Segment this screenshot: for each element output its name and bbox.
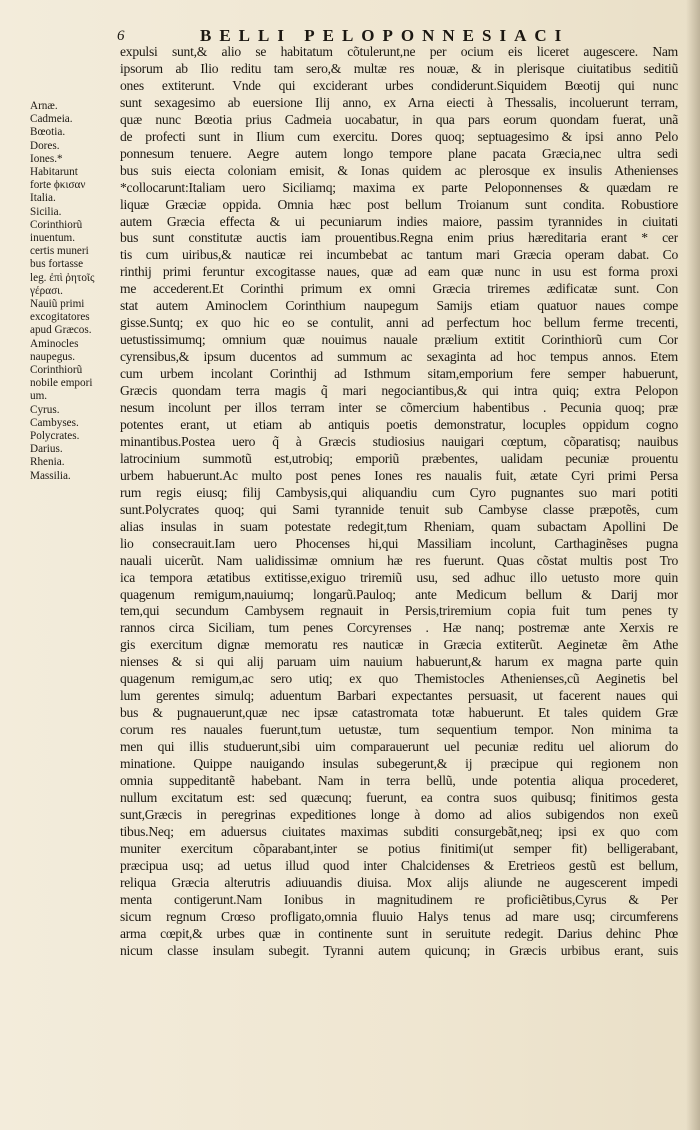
- text-line: de profecti sunt in Ilium cum exercitu. Dores quoq; septuagesimo & ipsi anno Pelo: [120, 128, 678, 144]
- text-line: gis exercitum dignæ memoratu res nauticæ in Græcia extiterũt. Aeginetæ ẽm Athe: [120, 637, 678, 653]
- margin-note: inuentum.: [30, 232, 76, 245]
- margin-note: Corinthiorũ: [30, 218, 83, 231]
- margin-note: Cambyses.: [30, 416, 79, 429]
- margin-note: um.: [30, 390, 48, 403]
- text-line: ponnesum tenuere. Aegre autem longo tempore plane pacata Græcia,nec ultra sedi: [120, 145, 678, 161]
- text-line: rannos circa Siciliam, tum penes Corcyrenses . Hæ nanq; postremæ ante Xerxis re: [120, 620, 678, 636]
- margin-note: Nauiũ primi: [30, 298, 85, 311]
- text-line: quagenum remigum,nauiumq; longarũ.Pauloq; ante Medicum bellum & Darij mor: [120, 586, 678, 602]
- text-line: nicum classe insulam subegit. Tyranni autem quicunq; in Græcis urbibus erant, suis: [120, 942, 678, 958]
- margin-note: Massilia.: [30, 469, 71, 482]
- text-line: expulsi sunt,& alio se habitatum cõtulerunt,ne per ocium eis liceret augescere. Nam: [120, 44, 678, 59]
- margin-note: Italia.: [30, 192, 56, 205]
- text-line: nullum excitatum est: sed quæcunq; fuerunt, ea contra suos quibusq; finitimos gesta: [120, 789, 678, 805]
- text-line: nienses & si qui alij paruam uim nauium habuerunt,& harum ex magna parte quin: [120, 654, 678, 670]
- text-line: Græcis quondam terra magis q̃ mari negociantibus,& qui intra quiq; extra Pelopon: [120, 383, 678, 399]
- text-line: nauali uicerũt. Nam ualidissimæ omnium hæ res fuerunt. Quas cõstat multis post Tro: [120, 552, 678, 568]
- text-line: lio consecrauit.Iam uero Phocenses hi,qui Massiliam incolunt, Carthaginẽses pugna: [120, 535, 678, 551]
- text-line: urbem habuerunt.Ac multo post penes Iones res naualis fuit, ætate Cyri primi Persa: [120, 467, 678, 483]
- text-line: quagenum remigum,ac sero utiq; ex quo Themistocles Athenienses,cũ Aeginetis bel: [120, 671, 678, 687]
- text-line: corum res nauales fuerunt,tum uetustæ, tum sequentium tempor. Non minima ta: [120, 722, 678, 738]
- text-line: sunt.Polycrates quoq; qui Sami tyrannide tenuit sub Cambyse classe præpotẽs, cum: [120, 501, 678, 517]
- text-line: bus & pugnauerunt,quæ nec ipsæ catastromata totæ habuerunt. Et tales quidem Græ: [120, 705, 678, 721]
- margin-note: naupegus.: [30, 350, 76, 363]
- text-line: rinthij primi feruntur excogitasse naues, quæ ad eam quæ nunc in usu est forma proxi: [120, 264, 678, 280]
- margin-note: Aminocles: [30, 337, 79, 350]
- text-line: omnia suppeditantẽ habebant. Nam in terra bellũ, unde potentia aliqua procederet,: [120, 772, 678, 788]
- margin-note: forte ϕκισαν: [30, 179, 86, 192]
- margin-note: Dores.: [30, 139, 60, 152]
- text-line: potentes erant, ut etiam ab antiquis poetis demonstratur, locuples oppidum cogno: [120, 416, 678, 432]
- text-line: bus suis eiecta coloniam emisit, & Ionas quidem ac plerosque ex insulis Athenienses: [120, 162, 678, 178]
- margin-note: excogitatores: [30, 311, 90, 324]
- text-line: muniter exercitum cõparabant,inter se potius finitimi(ut semper fit) belligerabant,: [120, 840, 678, 856]
- text-line: alias insulas in suam potestate redegit,tum Rheniam, quam subactam Apollini De: [120, 518, 678, 534]
- text-line: ipsorum ab Ilio reditu tam sero,& multæ res nouæ, & in plerisque ciuitatibus seditiũ: [120, 60, 678, 76]
- text-line: quæ nunc Bœotia prius Cadmeia uocabatur, in qua pars eorum quondam fuerat, unã: [120, 111, 678, 127]
- text-line: men qui illis studuerunt,sibi uim comparauerunt uel pecuniæ reditu uel aliorum do: [120, 739, 678, 755]
- text-line: me accederent.Et Corinthi primum ex omni Græcia triremes ædificatæ sunt. Con: [120, 281, 678, 297]
- running-title: BELLI PELOPONNESIACI: [200, 26, 570, 45]
- text-line: menta contigerunt.Nam Ionibus in magnitudinem re proficiẽtibus,Cyrus & Per: [120, 891, 678, 907]
- text-line: tem,qui secundum Cambysem regnauit in Persis,triremium copia fuit tum penes ty: [120, 603, 678, 619]
- text-line: sicum regnum Crœso profligato,omnia fluuio Halys tenus ad mare usq; circumferens: [120, 908, 678, 924]
- margin-note: Darius.: [30, 443, 63, 456]
- body-text: [120, 44, 678, 959]
- text-line: tis cum uiribus,& nauticæ rei incumbebat ac tantum mari Græcia operam dabat. Co: [120, 247, 678, 263]
- margin-note: Cyrus.: [30, 403, 60, 416]
- margin-note: nobile empori: [30, 377, 93, 390]
- text-line: præcipua usq; ad uetus illud quod inter Chalcidenses & Eretrieos gestũ est bellum,: [120, 857, 678, 873]
- text-line: sunt sexagesimo ab euersione Ilij anno, ex Arna eiecti à Thessalis, incoluerunt terram,: [120, 94, 678, 110]
- margin-note: Cadmeia.: [30, 113, 73, 126]
- margin-note: bus fortasse: [30, 258, 84, 271]
- text-line: rum regis eiusq; filij Cambysis,qui aliquandiu cum Cyro pugnantes suo mari potiti: [120, 484, 678, 500]
- margin-note: certis muneri: [30, 245, 89, 258]
- text-line: cyrensibus,& ipsum ducentos ad summum ac sexaginta ad hoc tempus annos. Etem: [120, 349, 678, 365]
- text-line: latrocinium summotũ est,utrobiq; emporiũ præbentes, ualidam pecuniæ prouentu: [120, 450, 678, 466]
- text-line: gisse.Suntq; ex quo hic eo se contulit, anni ad perfectum hoc bellum ferme trecenti,: [120, 315, 678, 331]
- text-line: sunt,Græcis in peregrinas expeditiones longe à domo ad alios subigendos non exeũ: [120, 806, 678, 822]
- page-gutter-shadow: [686, 0, 700, 1130]
- text-line: ica tempora ætatibus extitisse,exiguo triremiũ usu, sed adhuc illo uetusto more quin: [120, 569, 678, 585]
- text-line: reliqua Græcia alterutris adiuuandis diuisa. Mox alijs aliunde ne augescerent impedi: [120, 874, 678, 890]
- margin-note: apud Græcos.: [30, 324, 92, 337]
- margin-note: Habitarunt: [30, 166, 78, 179]
- text-line: minantibus.Postea uero q̃ à Græcis studiosius nauigari cœptum, cõparatisq; nauibus: [120, 433, 678, 449]
- margin-note: Rhenia.: [30, 456, 65, 469]
- text-line: *collocarunt:Italiam uero Siciliamq; maxima ex parte Peloponnenses & quædam re: [120, 179, 678, 195]
- margin-note: Iones.*: [30, 152, 63, 165]
- margin-note: Bœotia.: [30, 126, 66, 139]
- margin-note: Arnæ.: [30, 100, 58, 112]
- page-number: 6: [117, 28, 125, 44]
- text-line: arma cœpit,& urbes quæ in continente sunt in seruitute redegit. Darius dehinc Phœ: [120, 925, 678, 941]
- margin-note: Corinthiorũ: [30, 364, 83, 377]
- margin-note: Sicilia.: [30, 205, 62, 218]
- text-line: nesum incolunt per illos terram inter se cõmercium habentibus . Pecunia quoq; præ: [120, 400, 678, 416]
- margin-note: leg. ἐπὶ ῥητοῖς: [30, 271, 95, 284]
- text-line: minatione. Quippe nauigando insulas subegerunt,& ij præcipue qui regionem non: [120, 756, 678, 772]
- text-line: uetustissimumq; omnium quæ nouimus nauale prælium extitit Corinthiorũ cum Cor: [120, 332, 678, 348]
- margin-notes: [30, 100, 118, 483]
- text-line: ones extiterunt. Vnde qui exciderant urbes condiderunt.Siquidem Bœotij qui nunc: [120, 77, 678, 93]
- text-line: lum gerentes simulq; aduentum Barbari expectantes persuasit, ut facerent naues qui: [120, 688, 678, 704]
- text-line: liquæ Græciæ oppida. Omnia hæc post bellum Troianum sunt condita. Robustiore: [120, 196, 678, 212]
- margin-note: γέρασι.: [30, 284, 63, 297]
- text-line: cum urbem incolant Corinthij ad Isthmum sitam,emporium fere semper habuerunt,: [120, 366, 678, 382]
- text-line: bus sunt constitutæ auctis iam prouentibus.Regna enim prius hæreditaria erant * cer: [120, 230, 678, 246]
- margin-note: Polycrates.: [30, 430, 80, 443]
- text-line: tibus.Neq; em aduersus ciuitates maximas subditi consurgebãt,neq; ipsi ex quo com: [120, 823, 678, 839]
- text-line: stat autem Aminoclem Corinthium naupegum Samijs etiam quatuor naues compe: [120, 298, 678, 314]
- text-line: autem Græcia effecta & ui pecuniarum indies maiore, passim tyrannides in ciuitati: [120, 213, 678, 229]
